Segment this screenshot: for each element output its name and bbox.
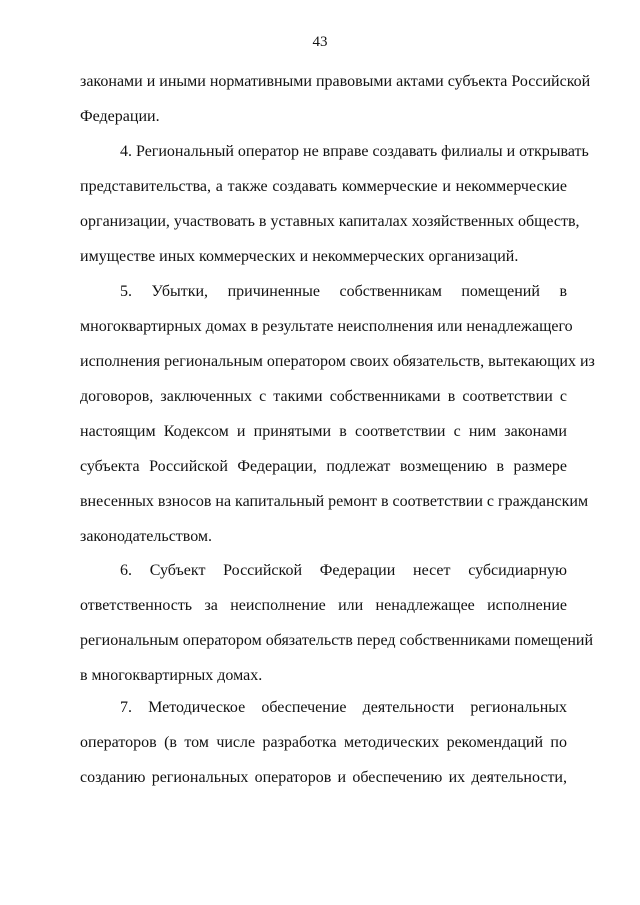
text-line: в многоквартирных домах. <box>80 667 263 684</box>
text-line: многоквартирных домах в результате неисполнения или ненадлежащего <box>80 318 573 335</box>
text-line: 5. Убытки, причиненные собственникам помещений в <box>120 283 567 300</box>
text-line: организации, участвовать в уставных капиталах хозяйственных обществ, <box>80 213 580 230</box>
paragraph-7 <box>80 690 567 795</box>
text-line: ответственность за неисполнение или ненадлежащее исполнение <box>80 597 567 614</box>
text-line: законами и иными нормативными правовыми актами субъекта Российской <box>80 73 591 90</box>
page-number: 43 <box>312 34 328 50</box>
text-line: договоров, заключенных с такими собственниками в соответствии с <box>80 388 567 405</box>
paragraph-6 <box>80 553 594 693</box>
text-line: представительства, а также создавать коммерческие и некоммерческие <box>80 178 567 195</box>
text-line: законодательством. <box>80 528 213 545</box>
text-line: Федерации. <box>80 108 160 125</box>
text-line: 6. Субъект Российской Федерации несет субсидиарную <box>120 562 567 579</box>
text-line: операторов (в том числе разработка методических рекомендаций по <box>80 734 567 751</box>
paragraph-4 <box>80 134 589 274</box>
text-line: исполнения региональным оператором своих обязательств, вытекающих из <box>80 353 595 370</box>
paragraph-5 <box>80 274 595 554</box>
text-line: созданию региональных операторов и обеспечению их деятельности, <box>80 769 567 786</box>
text-line: 7. Методическое обеспечение деятельности региональных <box>120 699 567 716</box>
text-line: имуществе иных коммерческих и некоммерческих организаций. <box>80 248 519 265</box>
text-line: внесенных взносов на капитальный ремонт в соответствии с гражданским <box>80 493 589 510</box>
paragraph-continuation <box>80 64 591 134</box>
text-line: 4. Региональный оператор не вправе создавать филиалы и открывать <box>120 143 589 160</box>
text-line: региональным оператором обязательств перед собственниками помещений <box>80 632 594 649</box>
text-line: настоящим Кодексом и принятыми в соответствии с ним законами <box>80 423 567 440</box>
text-line: субъекта Российской Федерации, подлежат возмещению в размере <box>80 458 567 475</box>
